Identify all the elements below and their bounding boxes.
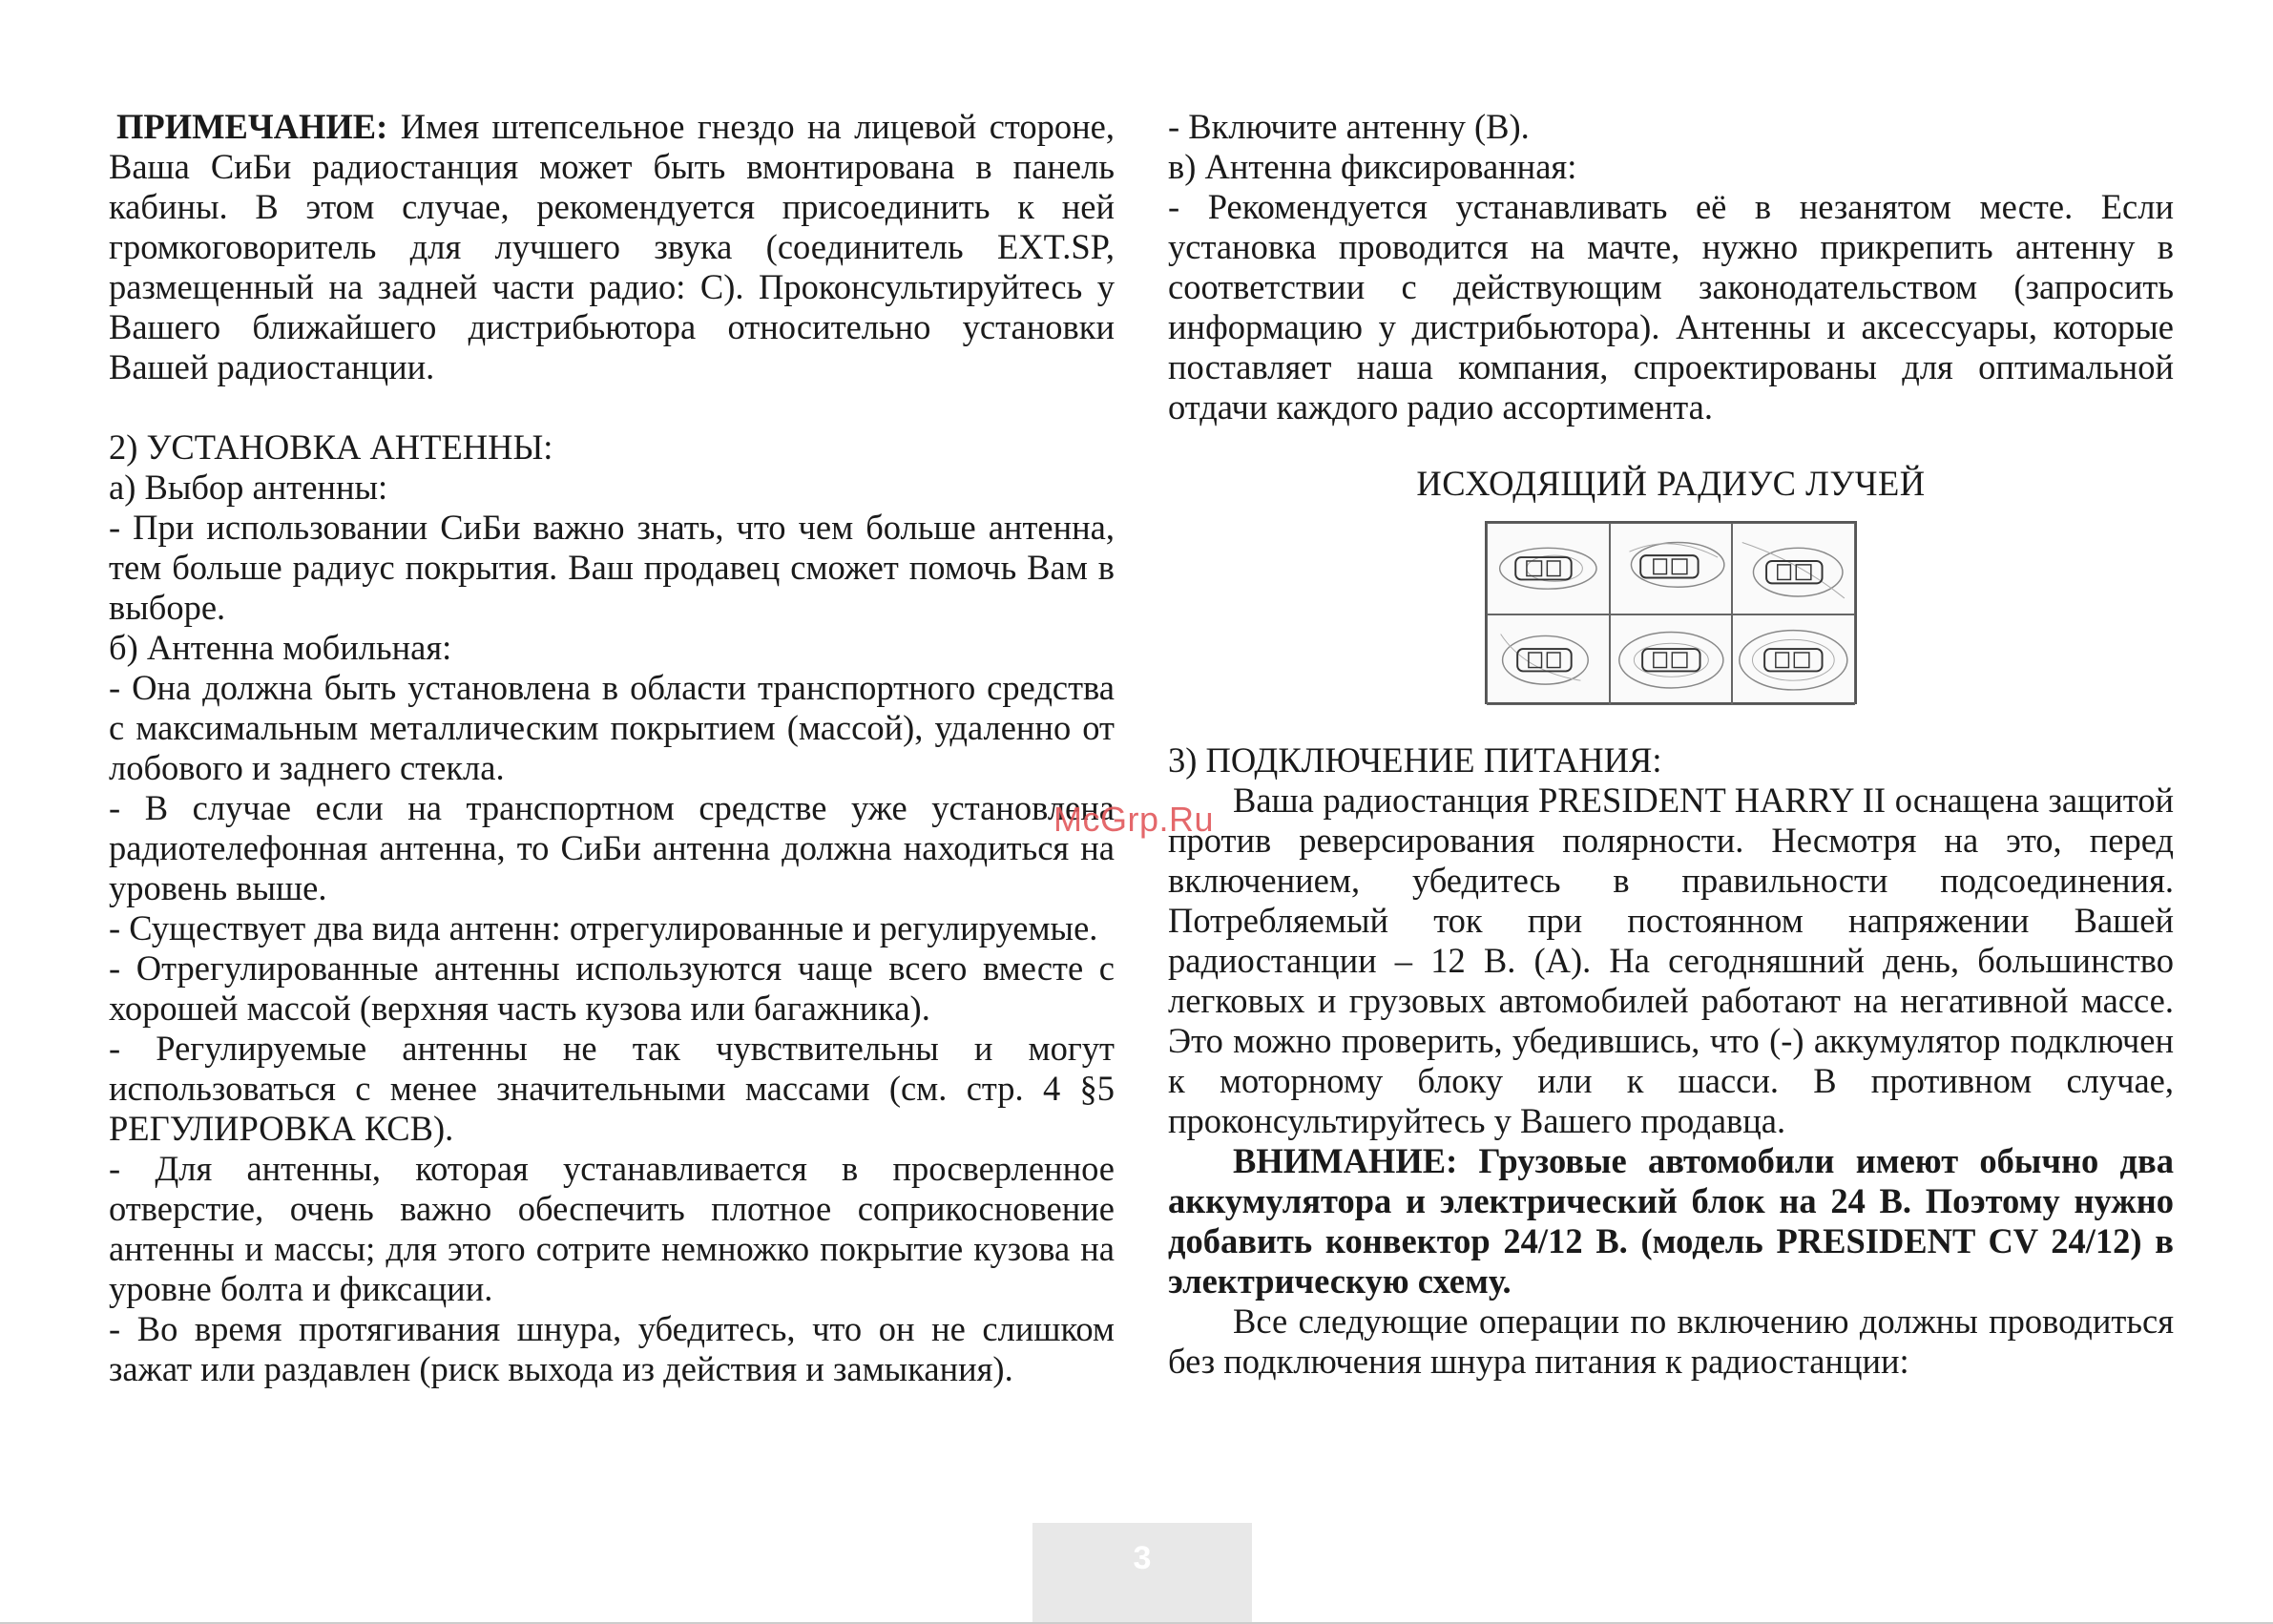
- mobile-antenna-p3: - Существует два вида антенн: отрегулированные и регулируемые.: [109, 908, 1098, 947]
- antenna-choice-heading: а) Выбор антенны:: [109, 468, 388, 507]
- mobile-antenna-p7: - Во время протягивания шнура, убедитесь, что он не слишком зажат или раздавлен (риск выхода из действия и замыкания).: [109, 1309, 1115, 1388]
- note-text: Имея штепсельное гнездо на лицевой стороне, Ваша СиБи радиостанция может быть вмонтирована в панель кабины. В этом случае, рекомендуется присоединить к ней громкоговоритель для лучшего звука (соединитель EXT.SP, размещенный на задней части радио: C). Проконсультируйтесь у Вашего ближайшего дистрибьютора относительно установки Вашей радиостанции.: [109, 107, 1115, 386]
- right-column: [1168, 107, 2174, 1382]
- mobile-antenna-p6: - Для антенны, которая устанавливается в просверленное отверстие, очень важно обеспечить плотное соприкосновение антенны и массы; для этого сотрите немножко покрытие кузова на уровне болта и фиксации.: [109, 1149, 1115, 1308]
- mobile-antenna-heading: б) Антенна мобильная:: [109, 628, 452, 667]
- fixed-antenna-heading: в) Антенна фиксированная:: [1168, 147, 1577, 186]
- antenna-choice-text: - При использовании СиБи важно знать, что чем больше антенна, тем больше радиус покрытия. Ваш продавец сможет помочь Вам в выборе.: [109, 508, 1115, 627]
- note-paragraph: [109, 107, 1115, 387]
- page-number: 3: [1133, 1540, 1152, 1576]
- watermark: McGrp.Ru: [1053, 800, 1215, 839]
- warning-paragraph: ВНИМАНИЕ: Грузовые автомобили имеют обычно два аккумулятора и электрический блок на 24 В. Поэтому нужно добавить конвектор 24/12 В. (модель PRESIDENT CV 24/12) в электрическую схему.: [1168, 1141, 2174, 1301]
- note-label: ПРИМЕЧАНИЕ:: [116, 107, 388, 146]
- car-pattern-3: [1732, 523, 1855, 614]
- car-pattern-1: [1487, 523, 1610, 614]
- section3-heading: 3) ПОДКЛЮЧЕНИЕ ПИТАНИЯ:: [1168, 740, 1662, 780]
- mobile-antenna-p2: - В случае если на транспортном средстве уже установлена радиотелефонная антенна, то СиБи антенна должна находиться на уровень выше.: [109, 788, 1115, 907]
- car-pattern-5: [1610, 614, 1733, 706]
- mobile-antenna-p1: - Она должна быть установлена в области транспортного средства с максимальным металлическим покрытием (массой), удаленно от лобового и заднего стекла.: [109, 668, 1115, 787]
- car-pattern-4: [1487, 614, 1610, 706]
- section2-heading: 2) УСТАНОВКА АНТЕННЫ:: [109, 427, 553, 467]
- car-pattern-6: [1732, 614, 1855, 706]
- switch-antenna-text: - Включите антенну (В).: [1168, 107, 1530, 146]
- left-column: [109, 107, 1115, 1389]
- mobile-antenna-p5: - Регулируемые антенны не так чувствительны и могут использоваться с менее значительными массами (см. стр. 4 §5 РЕГУЛИРОВКА КСВ).: [109, 1029, 1115, 1148]
- fixed-antenna-text: - Рекомендуется устанавливать её в незанятом месте. Если установка проводится на мачте, нужно прикрепить антенну в соответствии с действующим законодательством (запросить информацию у дистрибьютора). Антенны и аксессуары, которые поставляет наша компания, спроектированы для оптимальной отдачи каждого радио ассортимента.: [1168, 187, 2174, 427]
- mobile-antenna-p4: - Отрегулированные антенны используются чаще всего вместе с хорошей массой (верхняя часть кузова или багажника).: [109, 948, 1115, 1028]
- power-paragraph: Ваша радиостанция PRESIDENT HARRY II оснащена защитой против реверсирования полярности. Несмотря на это, перед включением, убедитесь в правильности подсоединения. Потребляемый ток при постоянном напряжении Вашей радиостанции – 12 В. (А). На сегодняшний день, большинство легковых и грузовых автомобилей работают на негативной массе. Это можно проверить, убедившись, что (-) аккумулятор подключен к моторному блоку или к шасси. В противном случае, проконсультируйтесь у Вашего продавца.: [1168, 781, 2174, 1140]
- radiation-pattern-figure: [1485, 521, 1857, 704]
- page-number-tab: [1032, 1523, 1252, 1624]
- figure-title: ИСХОДЯЩИЙ РАДИУС ЛУЧЕЙ: [1416, 464, 1926, 503]
- car-pattern-2: [1610, 523, 1733, 614]
- final-paragraph: Все следующие операции по включению должны проводиться без подключения шнура питания к радиостанции:: [1168, 1301, 2174, 1381]
